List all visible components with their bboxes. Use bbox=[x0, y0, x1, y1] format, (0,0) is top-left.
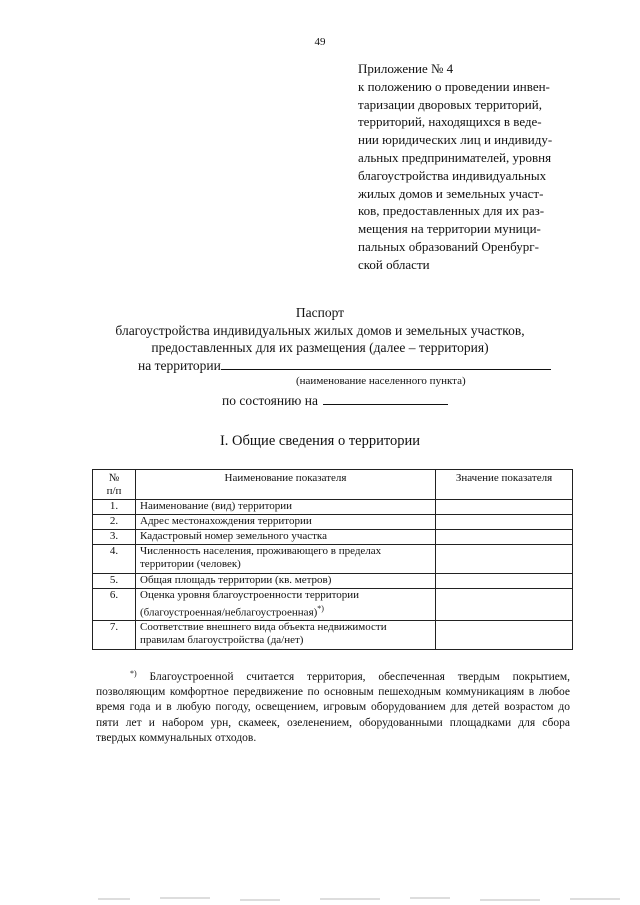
appendix-line: альных предпринимателей, уровня bbox=[358, 149, 552, 165]
appendix-line: пальных образований Оренбург- bbox=[358, 238, 539, 254]
row-name: Общая площадь территории (кв. метров) bbox=[136, 574, 436, 589]
row-name: Кадастровый номер земельного участка bbox=[136, 530, 436, 545]
row-value bbox=[436, 621, 573, 650]
table-row bbox=[93, 589, 573, 621]
appendix-line: жилых домов и земельных участ- bbox=[358, 185, 544, 201]
scan-artifact-marks bbox=[90, 895, 630, 903]
row-name bbox=[136, 545, 436, 574]
row-value bbox=[436, 515, 573, 530]
footnote bbox=[96, 670, 570, 746]
footnote-mark: *) bbox=[130, 669, 137, 678]
passport-subtitle: предоставленных для их размещения (далее – территория) bbox=[151, 340, 489, 355]
appendix-line: ской области bbox=[358, 256, 430, 272]
header-num bbox=[93, 470, 136, 500]
date-row bbox=[222, 392, 448, 409]
row-value bbox=[436, 500, 573, 515]
row-name: Наименование (вид) территории bbox=[136, 500, 436, 515]
table-row bbox=[93, 515, 573, 530]
row-name-text: (благоустроенная/неблагоустроенная) bbox=[140, 606, 318, 619]
passport-title-block bbox=[80, 304, 560, 357]
table-row bbox=[93, 621, 573, 650]
row-name bbox=[136, 589, 436, 621]
appendix-heading bbox=[358, 60, 598, 274]
table-row bbox=[93, 545, 573, 574]
row-num: 6. bbox=[93, 589, 136, 621]
row-value bbox=[436, 545, 573, 574]
row-name-line bbox=[140, 602, 431, 620]
date-blank-line bbox=[323, 392, 448, 405]
appendix-line: Приложение № 4 bbox=[358, 61, 454, 76]
territory-blank-line bbox=[221, 357, 551, 370]
table-header-row bbox=[93, 470, 573, 500]
row-name: Адрес местонахождения территории bbox=[136, 515, 436, 530]
row-num: 7. bbox=[93, 621, 136, 650]
row-name-line: Численность населения, проживающего в пределах bbox=[140, 545, 382, 557]
footnote-text: Благоустроенной считается территория, обеспеченная твердым покрытием, позволяющим комфортное передвижение по основным пешеходным коммуникациям в любое время года и в любую погоду, освещением, игровым оборудованием для детей возрастом до пяти лет и набором урн, скамеек, озеленением, оборудованными площадками для сбора твердых коммунальных отходов. bbox=[96, 671, 570, 744]
indicators-table bbox=[92, 469, 572, 650]
row-value bbox=[436, 589, 573, 621]
row-name-line: правилам благоустройства (да/нет) bbox=[140, 634, 304, 647]
section-heading: I. Общие сведения о территории bbox=[219, 433, 421, 449]
row-num: 4. bbox=[93, 545, 136, 574]
row-num: 3. bbox=[93, 530, 136, 545]
appendix-line: мещения на территории муници- bbox=[358, 221, 541, 237]
appendix-line: благоустройства индивидуальных bbox=[358, 167, 547, 183]
header-name: Наименование показателя bbox=[136, 470, 436, 500]
row-name bbox=[136, 621, 436, 650]
header-num-pp: п/п bbox=[106, 485, 122, 498]
row-value bbox=[436, 574, 573, 589]
appendix-line: к положению о проведении инвен- bbox=[358, 78, 550, 94]
row-name-line: Оценка уровня благоустроенности территории bbox=[140, 589, 360, 601]
table-row bbox=[93, 530, 573, 545]
row-name-line: территории (человек) bbox=[140, 558, 241, 571]
date-label: по состоянию на bbox=[222, 393, 318, 408]
row-num: 1. bbox=[93, 500, 136, 515]
table-row bbox=[93, 574, 573, 589]
row-num: 2. bbox=[93, 515, 136, 530]
table-row bbox=[93, 500, 573, 515]
appendix-line: таризации дворовых территорий, bbox=[358, 96, 542, 112]
footnote-ref: *) bbox=[317, 604, 324, 614]
header-num-symbol: № bbox=[108, 472, 120, 484]
passport-title: Паспорт bbox=[295, 305, 345, 320]
page-number: 49 bbox=[314, 36, 326, 48]
territory-caption: (наименование населенного пункта) bbox=[296, 375, 466, 387]
row-name-line: Соответствие внешнего вида объекта недвижимости bbox=[140, 621, 387, 634]
row-value bbox=[436, 530, 573, 545]
passport-subtitle: благоустройства индивидуальных жилых домов и земельных участков, bbox=[115, 322, 525, 338]
appendix-line: территорий, находящихся в веде- bbox=[358, 114, 542, 130]
appendix-line: нии юридических лиц и индивиду- bbox=[358, 132, 553, 148]
appendix-line: ков, предоставленных для их раз- bbox=[358, 203, 545, 219]
territory-row bbox=[138, 357, 551, 374]
territory-label: на территории bbox=[138, 358, 221, 373]
header-value: Значение показателя bbox=[436, 470, 573, 500]
row-num: 5. bbox=[93, 574, 136, 589]
